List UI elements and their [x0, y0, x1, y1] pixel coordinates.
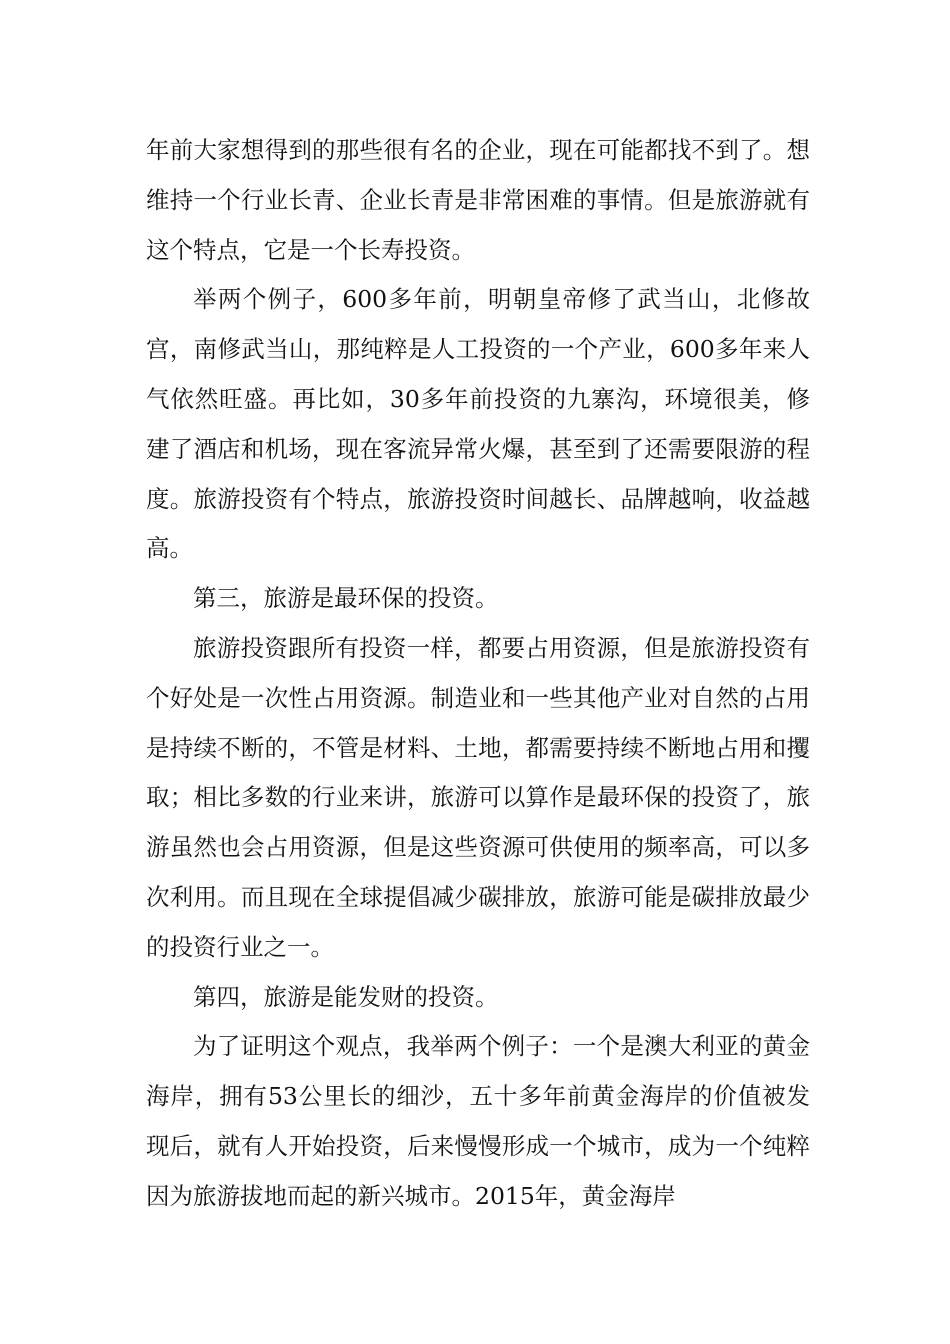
paragraph-4: 为了证明这个观点，我举两个例子：一个是澳大利亚的黄金海岸，拥有53公里长的细沙，五十多年前黄金海岸的价值被发现后，就有人开始投资，后来慢慢形成一个城市，成为一个纯粹因为旅游拔地而起的新兴城市。2015年，黄金海岸 [146, 1032, 810, 1210]
paragraph-2: 举两个例子，600多年前，明朝皇帝修了武当山，北修故宫，南修武当山，那纯粹是人工投资的一个产业，600多年来人气依然旺盛。再比如，30多年前投资的九寨沟，环境很美，修建了酒店和机场，现在客流异常火爆，甚至到了还需要限游的程度。旅游投资有个特点，旅游投资时间越长、品牌越响，收益越高。 [146, 285, 810, 563]
document-page [146, 126, 810, 1222]
paragraph-3: 旅游投资跟所有投资一样，都要占用资源，但是旅游投资有个好处是一次性占用资源。制造业和一些其他产业对自然的占用是持续不断的，不管是材料、土地，都需要持续不断地占用和攫取；相比多数的行业来讲，旅游可以算作是最环保的投资了，旅游虽然也会占用资源，但是这些资源可供使用的频率高，可以多次利用。而且现在全球提倡减少碳排放，旅游可能是碳排放最少的投资行业之一。 [146, 633, 810, 961]
section-heading-third: 第三，旅游是最环保的投资。 [193, 584, 499, 613]
section-heading-fourth: 第四，旅游是能发财的投资。 [193, 982, 499, 1011]
paragraph-1: 年前大家想得到的那些很有名的企业，现在可能都找不到了。想维持一个行业长青、企业长青是非常困难的事情。但是旅游就有这个特点，它是一个长寿投资。 [146, 136, 810, 264]
